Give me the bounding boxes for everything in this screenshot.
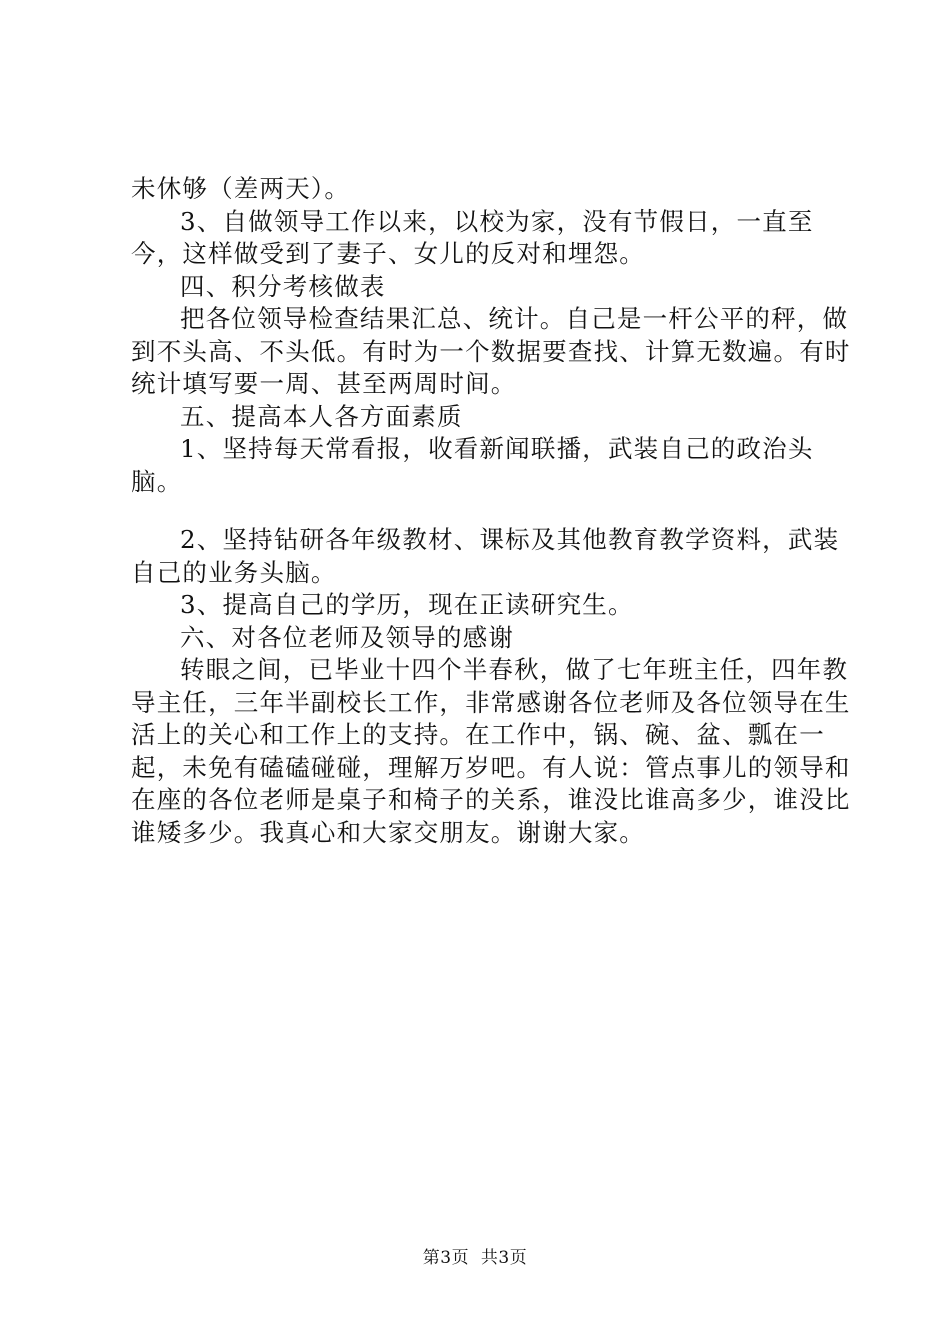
- section-heading: 四、积分考核做表: [180, 271, 386, 301]
- paragraph: 把各位领导检查结果汇总、统计。自己是一杆公平的秤，做到不头高、不头低。有时为一个数据要查找、计算无数遍。有时统计填写要一周、甚至两周时间。: [131, 304, 851, 398]
- document-body: [131, 173, 851, 849]
- paragraph: 1、坚持每天常看报，收看新闻联播，武装自己的政治头脑。: [131, 434, 814, 496]
- paragraph: 3、提高自己的学历，现在正读研究生。: [180, 590, 634, 619]
- page-number: 第3页: [422, 1248, 470, 1268]
- section-heading: 五、提高本人各方面素质: [180, 401, 463, 431]
- page-footer: [0, 1243, 950, 1268]
- page-total: 共3页: [480, 1248, 528, 1268]
- paragraph: 2、坚持钻研各年级教材、课标及其他教育教学资料，武装自己的业务头脑。: [131, 525, 840, 587]
- paragraph: 3、自做领导工作以来，以校为家，没有节假日，一直至今，这样做受到了妻子、女儿的反对和埋怨。: [131, 206, 814, 268]
- section-heading: 六、对各位老师及领导的感谢: [180, 622, 515, 652]
- paragraph: 转眼之间，已毕业十四个半春秋，做了七年班主任，四年教导主任，三年半副校长工作，非常感谢各位老师及各位领导在生活上的关心和工作上的支持。在工作中，锅、碗、盆、瓢在一起，未免有磕磕碰碰，理解万岁吧。有人说：管点事儿的领导和在座的各位老师是桌子和椅子的关系，谁没比谁高多少，谁没比谁矮多少。我真心和大家交朋友。谢谢大家。: [131, 655, 851, 847]
- paragraph: 未休够（差两天）。: [131, 174, 351, 203]
